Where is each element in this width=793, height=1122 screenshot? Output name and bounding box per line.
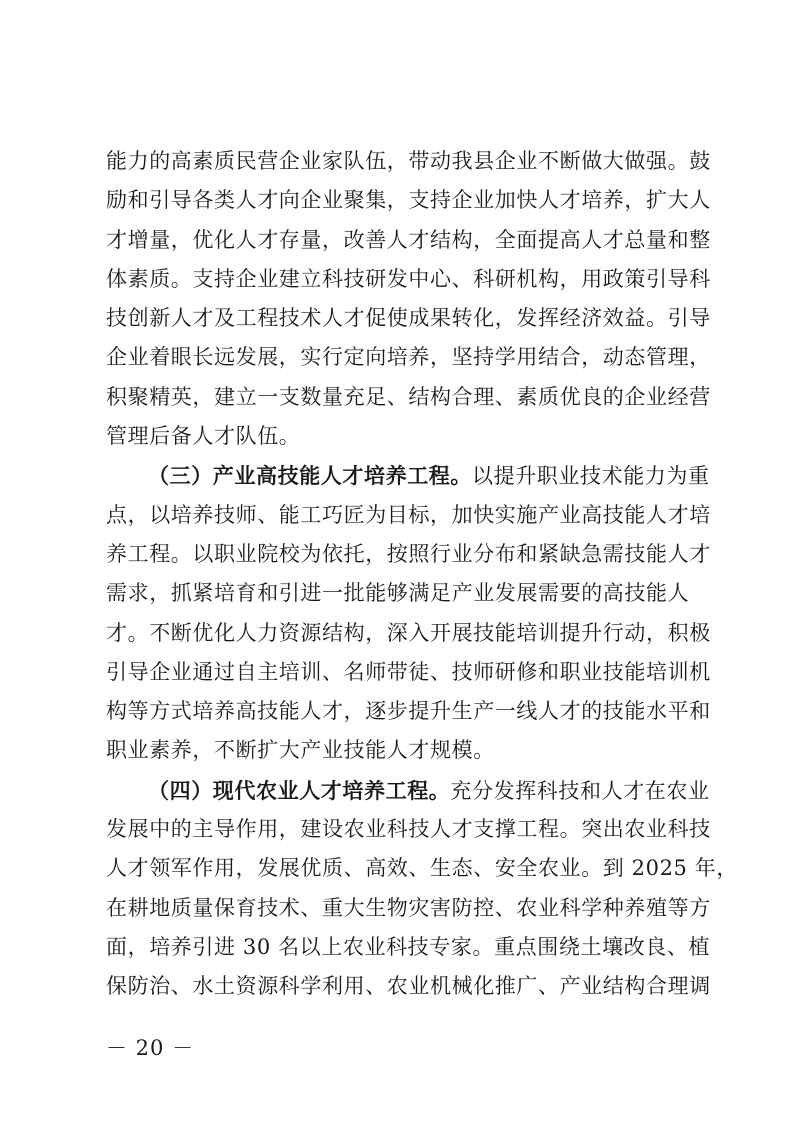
text-line: 能力的高素质民营企业家队伍，带动我县企业不断做大做强。鼓 (106, 149, 711, 173)
text-line: 点，以培养技师、能工巧匠为目标，加快实施产业高技能人才培 (106, 502, 711, 527)
text-line: 面，培养引进 30 名以上农业科技专家。重点围绕土壤改良、植 (106, 934, 711, 959)
section-text: 以提升职业技术能力为重 (472, 464, 710, 489)
text-line: 励和引导各类人才向企业聚集，支持企业加快人才培养，扩大人 (106, 188, 711, 213)
text-line: 才。不断优化人力资源结构，深入开展技能培训提升行动，积极 (106, 620, 711, 645)
text-line: 在耕地质量保育技术、重大生物灾害防控、农业科学种养殖等方 (106, 895, 711, 920)
section-text: 充分发挥科技和人才在农业 (450, 778, 710, 803)
text-line: 体素质。支持企业建立科技研发中心、科研机构，用政策引导科 (106, 266, 711, 291)
section-heading-3: （三）产业高技能人才培养工程。 (148, 463, 472, 489)
section-heading-4: （四）现代农业人才培养工程。 (148, 777, 451, 803)
page-number: － 20 － (106, 1036, 195, 1060)
text-line: 才增量，优化人才存量，改善人才结构，全面提高人才总量和整 (106, 227, 711, 252)
text-line: 发展中的主导作用，建设农业科技人才支撑工程。突出农业科技 (106, 817, 711, 842)
section-first-line (106, 771, 710, 810)
text-line: 需求，抓紧培育和引进一批能够满足产业发展需要的高技能人 (106, 581, 690, 606)
text-line: 人才领军作用，发展优质、高效、生态、安全农业。到 2025 年， (106, 856, 738, 881)
text-line: 职业素养，不断扩大产业技能人才规模。 (106, 738, 495, 763)
text-line: 企业着眼长远发展，实行定向培养，坚持学用结合，动态管理， (106, 345, 711, 370)
text-line: 引导企业通过自主培训、名师带徒、技师研修和职业技能培训机 (106, 659, 711, 684)
section-first-line (106, 456, 710, 495)
text-line: 积聚精英，建立一支数量充足、结构合理、素质优良的企业经营 (106, 384, 711, 409)
body-text (106, 142, 738, 1007)
text-line: 保防治、水土资源科学利用、农业机械化推广、产业结构合理调 (106, 974, 711, 999)
text-line: 养工程。以职业院校为依托，按照行业分布和紧缺急需技能人才 (106, 541, 711, 566)
text-line: 技创新人才及工程技术人才促使成果转化，发挥经济效益。引导 (106, 306, 711, 331)
text-line: 构等方式培养高技能人才，逐步提升生产一线人才的技能水平和 (106, 699, 711, 724)
text-line: 管理后备人才队伍。 (106, 424, 301, 449)
